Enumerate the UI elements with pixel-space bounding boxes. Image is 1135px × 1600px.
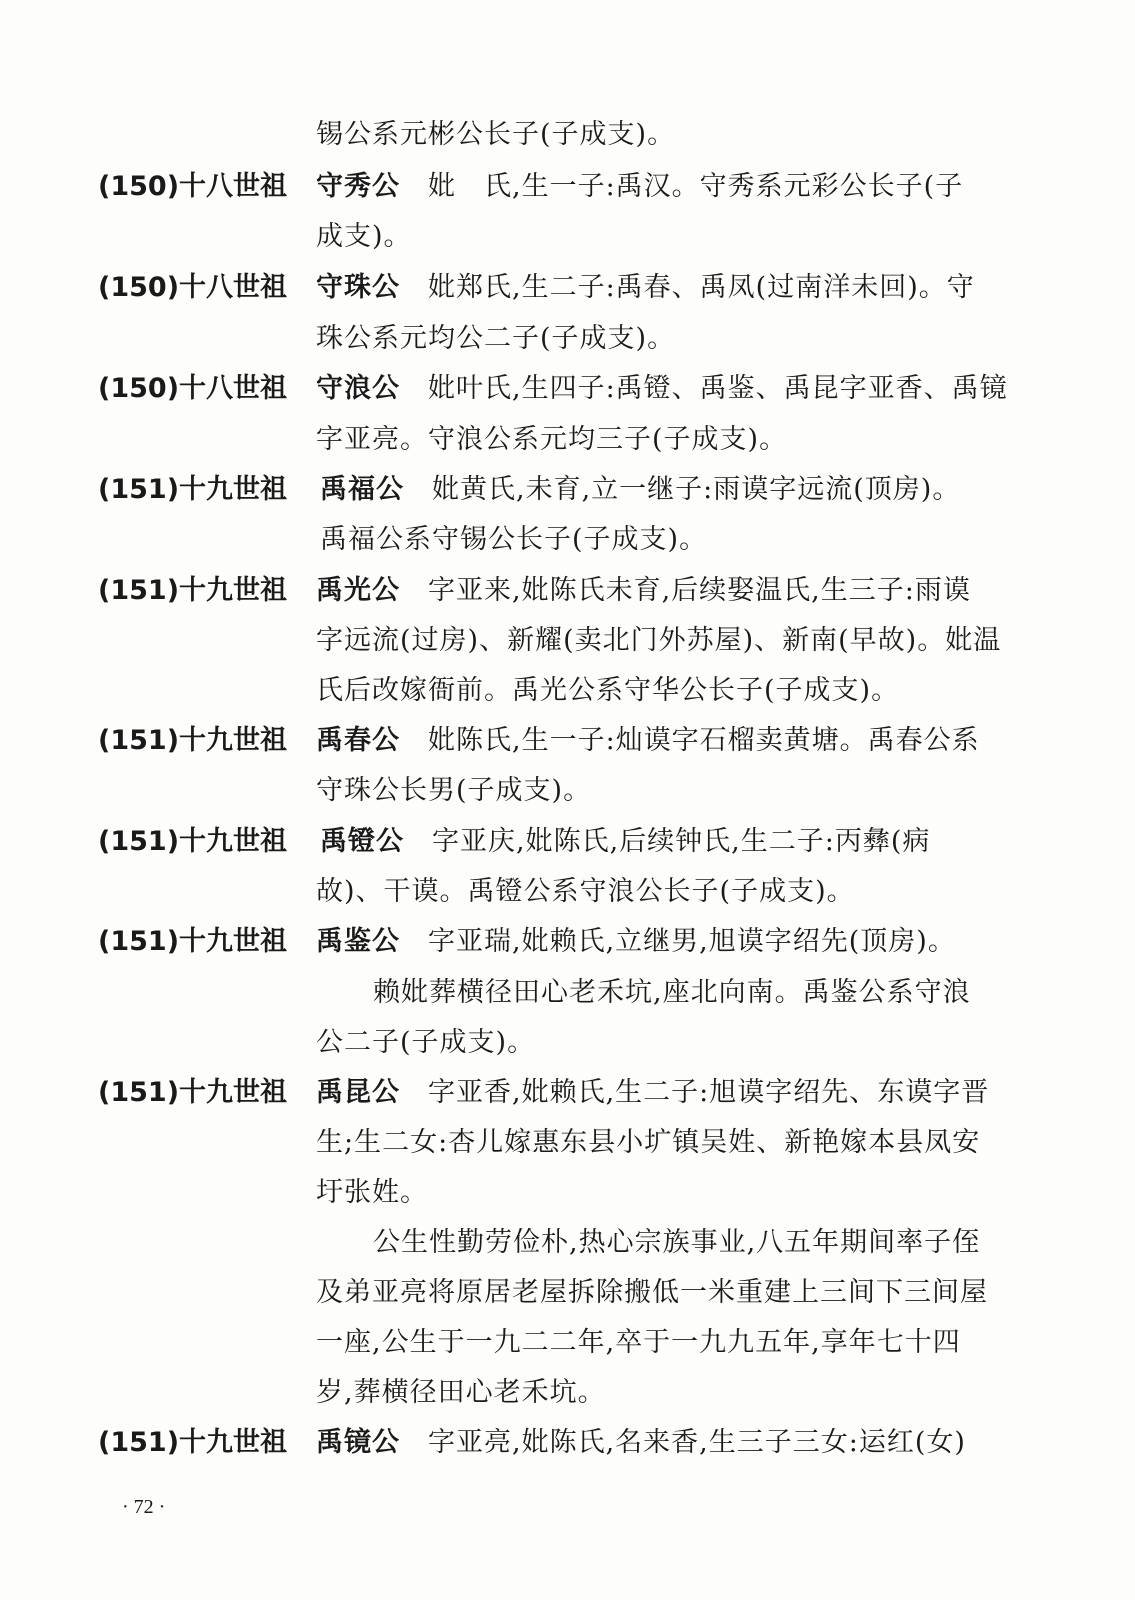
- entry-text: 妣郑氏,生二子:禹春、禹凤(过南洋未回)。守: [428, 272, 975, 303]
- entry-text: 妣叶氏,生四子:禹镫、禹鉴、禹昆字亚香、禹镜: [428, 373, 1008, 404]
- entry-first-line: [316, 1426, 966, 1460]
- ancestor-name: 禹镫公: [320, 826, 404, 857]
- entry-text: 字亚香,妣赖氏,生二子:旭谟字绍先、东谟字晋: [428, 1077, 990, 1108]
- generation-label: (151)十九世祖: [98, 1077, 288, 1108]
- generation-label: (150)十八世祖: [98, 373, 288, 404]
- generation-label: (151)十九世祖: [98, 826, 288, 857]
- entry-first-line: [316, 170, 963, 204]
- text-line: 赖妣葬横径田心老禾坑,座北向南。禹鉴公系守浪: [373, 977, 971, 1008]
- generation-label: (151)十九世祖: [98, 1427, 288, 1458]
- text-line: 公生性勤劳俭朴,热心宗族事业,八五年期间率子侄: [373, 1227, 981, 1258]
- entry-first-line: [316, 271, 975, 305]
- text-line: 圩张姓。: [316, 1177, 428, 1208]
- text-line: 锡公系元彬公长子(子成支)。: [316, 119, 676, 150]
- entry-text: 字亚亮,妣陈氏,名来香,生三子三女:运红(女): [428, 1427, 966, 1458]
- text-line: 一座,公生于一九二二年,卒于一九九五年,享年七十四: [316, 1327, 961, 1358]
- text-line: 公二子(子成支)。: [316, 1027, 536, 1058]
- entry-text: 字亚瑞,妣赖氏,立继男,旭谟字绍先(顶房)。: [428, 926, 956, 957]
- generation-label: (151)十九世祖: [98, 575, 288, 606]
- ancestor-name: 守浪公: [316, 373, 400, 404]
- text-line: 岁,葬横径田心老禾坑。: [316, 1377, 606, 1408]
- text-line: 故)、干谟。禹镫公系守浪公长子(子成支)。: [316, 876, 855, 907]
- text-line: 字远流(过房)、新耀(卖北门外苏屋)、新南(早故)。妣温: [316, 625, 1002, 656]
- entry-text: 妣黄氏,未育,立一继子:雨谟字远流(顶房)。: [432, 474, 961, 505]
- text-line: 禹福公系守锡公长子(子成支)。: [320, 524, 708, 555]
- entry-text: 妣陈氏,生一子:灿谟字石榴卖黄塘。禹春公系: [428, 725, 980, 756]
- text-line: 守珠公长男(子成支)。: [316, 775, 592, 806]
- entry-first-line: [316, 372, 1008, 406]
- entry-first-line: [316, 925, 956, 959]
- entry-first-line: [320, 473, 960, 507]
- ancestor-name: 守珠公: [316, 272, 400, 303]
- ancestor-name: 禹光公: [316, 575, 400, 606]
- ancestor-name: 禹鉴公: [316, 926, 400, 957]
- entry-text: 字亚来,妣陈氏未育,后续娶温氏,生三子:雨谟: [428, 575, 971, 606]
- ancestor-name: 禹春公: [316, 725, 400, 756]
- text-line: 生;生二女:杏儿嫁惠东县小圹镇吴姓、新艳嫁本县凤安: [316, 1127, 981, 1158]
- generation-label: (150)十八世祖: [98, 272, 288, 303]
- ancestor-name: 禹昆公: [316, 1077, 400, 1108]
- text-line: 氏后改嫁衙前。禹光公系守华公长子(子成支)。: [316, 675, 900, 706]
- entry-first-line: [316, 574, 971, 608]
- ancestor-name: 禹福公: [320, 474, 404, 505]
- generation-label: (151)十九世祖: [98, 926, 288, 957]
- page-number: · 72 ·: [122, 1496, 166, 1518]
- text-line: 珠公系元均公二子(子成支)。: [316, 323, 676, 354]
- entry-first-line: [320, 825, 930, 859]
- text-line: 及弟亚亮将原居老屋拆除搬低一米重建上三间下三间屋: [316, 1277, 988, 1308]
- entry-text: 字亚庆,妣陈氏,后续钟氏,生二子:丙彝(病: [432, 826, 931, 857]
- text-line: 字亚亮。守浪公系元均三子(子成支)。: [316, 424, 788, 455]
- ancestor-name: 禹镜公: [316, 1427, 400, 1458]
- entry-text: 妣 氏,生一子:禹汉。守秀系元彩公长子(子: [428, 171, 964, 202]
- ancestor-name: 守秀公: [316, 171, 400, 202]
- generation-label: (150)十八世祖: [98, 171, 288, 202]
- entry-first-line: [316, 724, 980, 758]
- generation-label: (151)十九世祖: [98, 474, 288, 505]
- generation-label: (151)十九世祖: [98, 725, 288, 756]
- entry-first-line: [316, 1076, 989, 1110]
- text-line: 成支)。: [316, 221, 412, 252]
